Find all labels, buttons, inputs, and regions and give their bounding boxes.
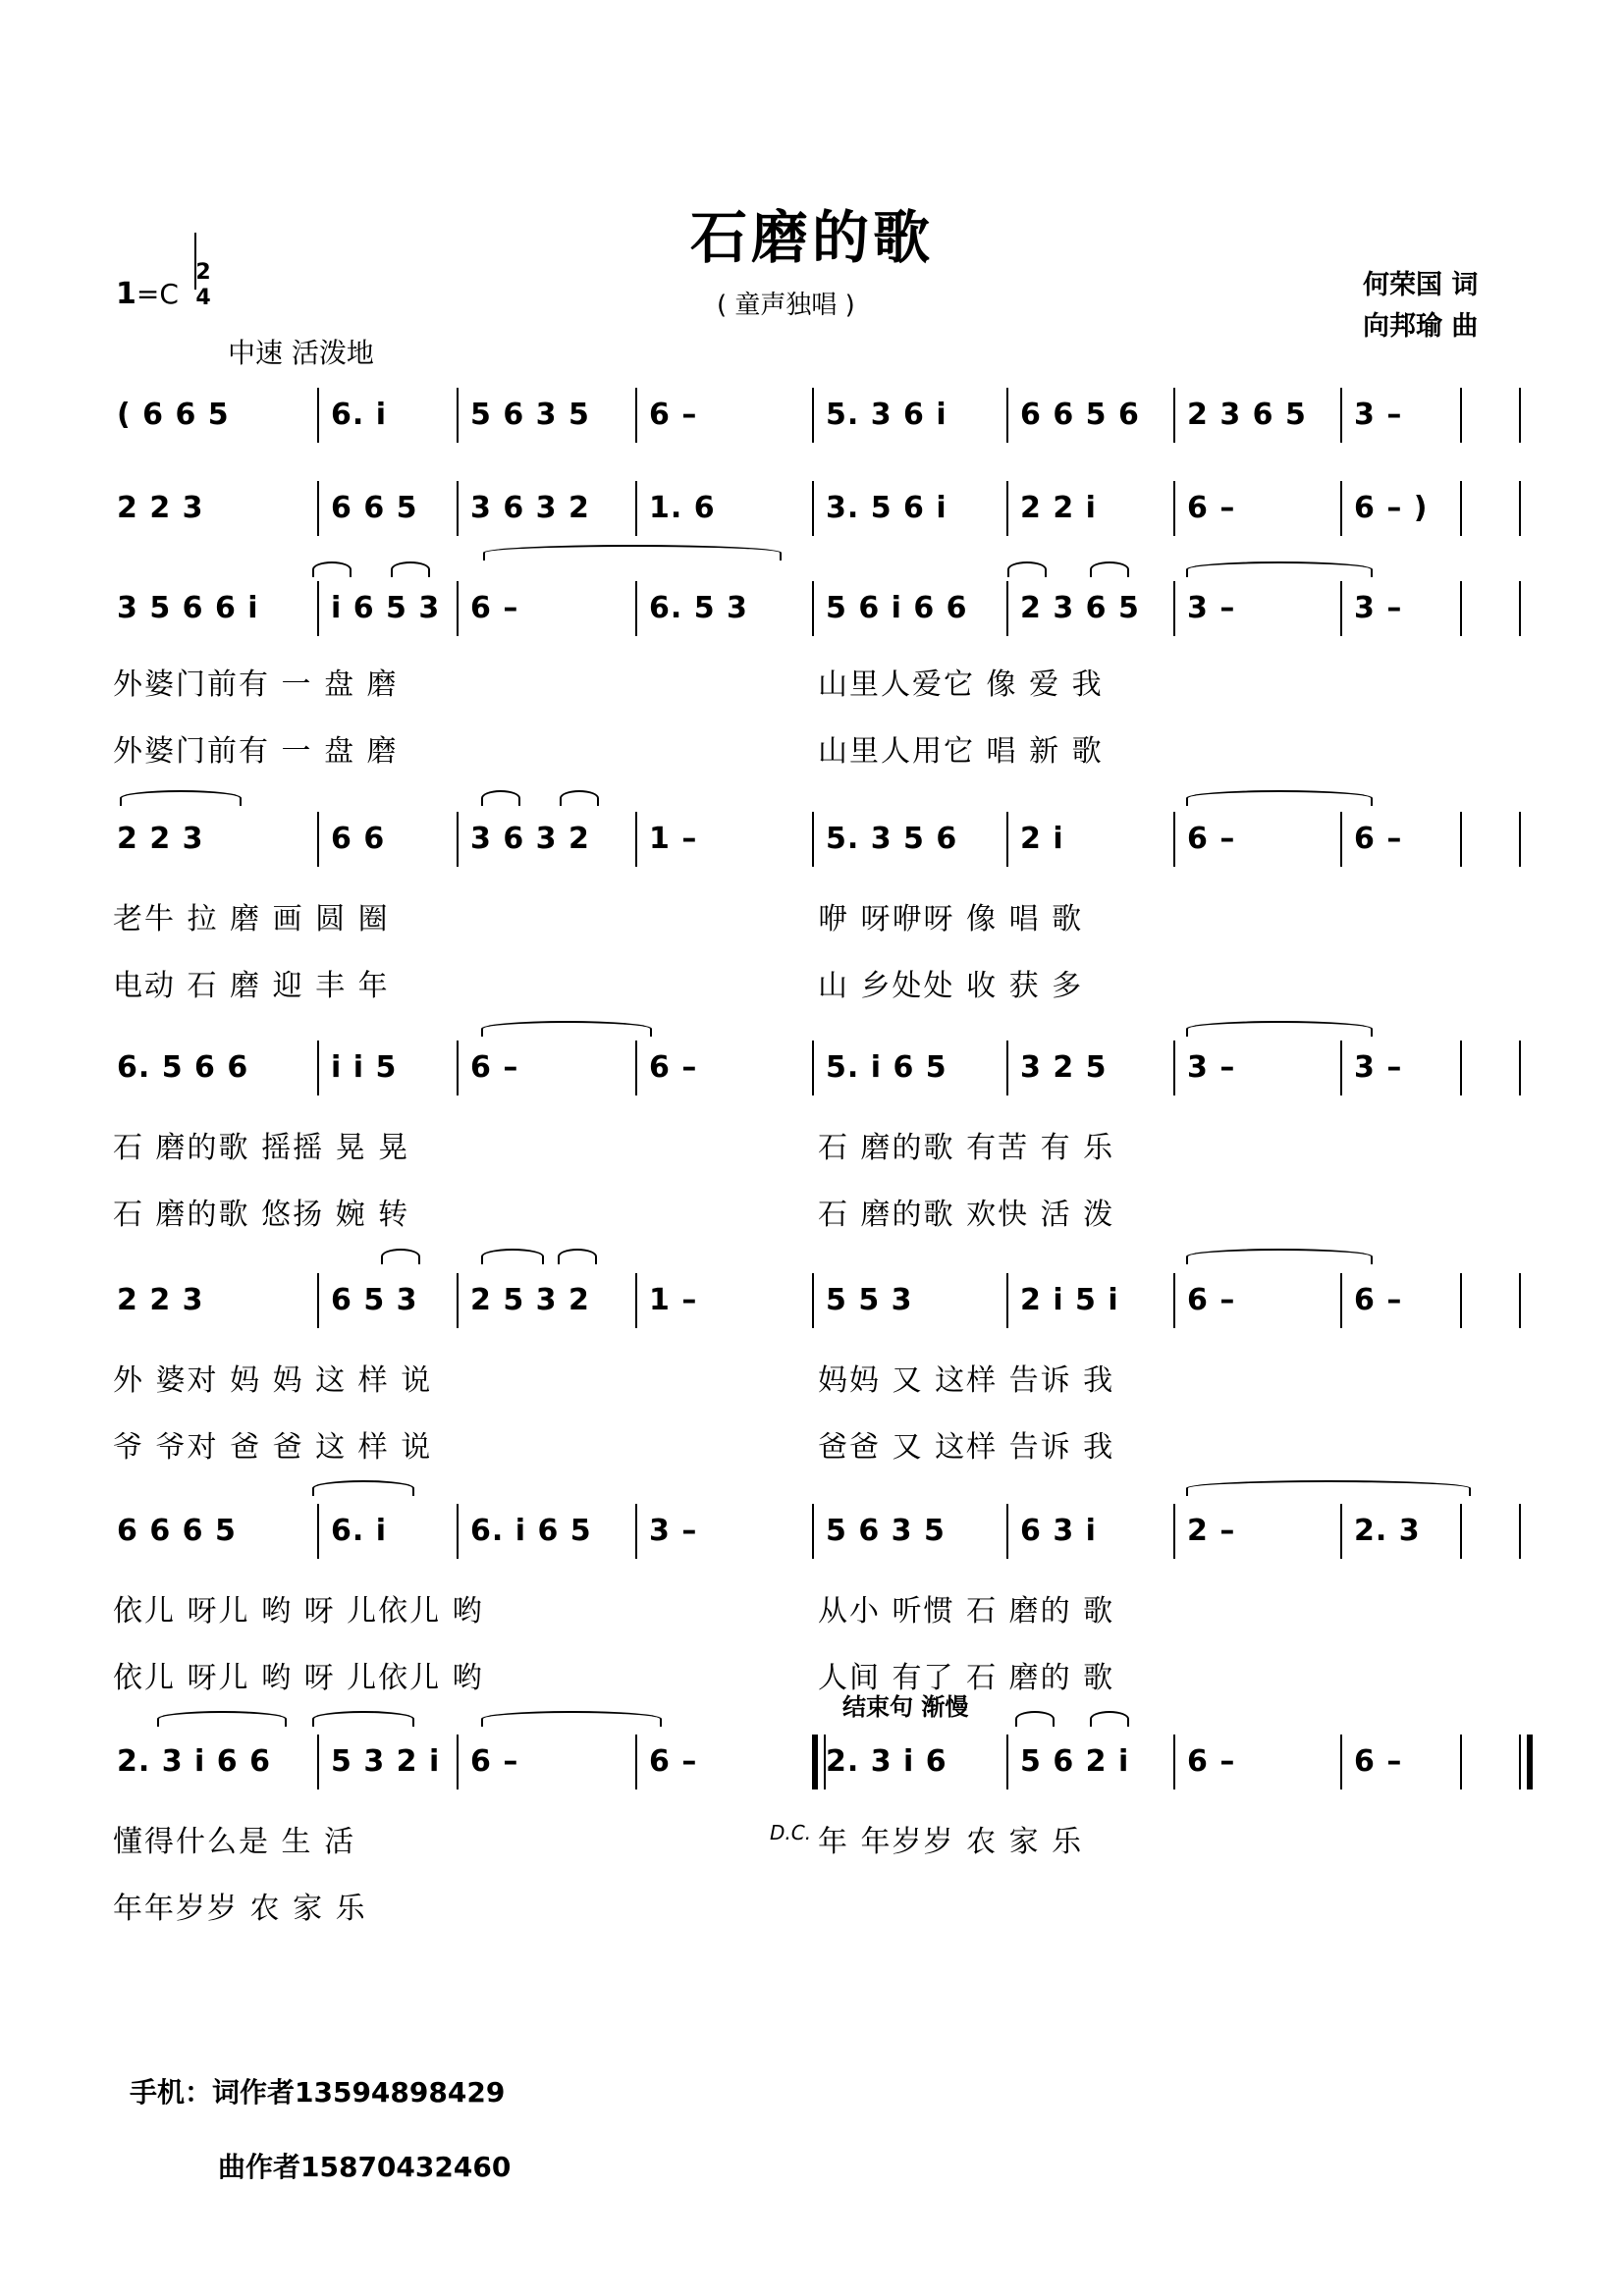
measure-notes: 2 2 3 <box>117 1283 204 1317</box>
measure-notes: i 6 5 3 <box>331 591 441 625</box>
slur-arc <box>1090 1711 1129 1727</box>
measure-notes: 2. 3 i 6 6 <box>117 1744 271 1779</box>
barline <box>1460 1504 1462 1559</box>
measure-notes: 3. 5 6 i <box>826 491 947 525</box>
barline <box>1460 388 1462 443</box>
measure-notes: 5 6 i 6 6 <box>826 591 968 625</box>
measure-notes: 5 6 3 5 <box>826 1514 946 1548</box>
barline <box>635 1041 637 1095</box>
measure-notes: 2 2 3 <box>117 822 204 856</box>
lyric-line: 老牛 拉 磨 画 圆 圈 <box>113 902 390 936</box>
barline <box>1519 812 1521 867</box>
slur-arc <box>1186 1249 1373 1264</box>
slur-arc <box>1186 1480 1471 1496</box>
barline <box>1340 388 1342 443</box>
barline <box>635 1273 637 1328</box>
measure-notes: 6 – <box>1354 822 1403 856</box>
slur-arc <box>560 790 599 806</box>
barline <box>457 388 459 443</box>
barline <box>457 581 459 636</box>
measure-notes: ( 6 6 5 <box>117 398 230 432</box>
barline <box>1006 1273 1008 1328</box>
lyric-line: 山 乡处处 收 获 多 <box>818 969 1084 1003</box>
slur-arc <box>120 790 242 806</box>
repeat-barline <box>812 1735 826 1789</box>
barline <box>812 1504 814 1559</box>
barline <box>1460 481 1462 536</box>
slur-arc <box>1090 561 1129 577</box>
measure-notes: 6. 5 6 6 <box>117 1050 249 1085</box>
lyric-line: 爷 爷对 爸 爸 这 样 说 <box>113 1430 433 1465</box>
barline <box>1340 1504 1342 1559</box>
measure-notes: 6. i <box>331 398 387 432</box>
barline <box>812 388 814 443</box>
lyric-line: 山里人用它 唱 新 歌 <box>818 734 1104 769</box>
measure-notes: 3 5 6 6 i <box>117 591 259 625</box>
barline <box>1173 581 1175 636</box>
measure-notes: 2 5 3 2 <box>470 1283 590 1317</box>
barline <box>1460 812 1462 867</box>
measure-notes: 6 – <box>649 1744 698 1779</box>
time-signature: 2 4 <box>192 260 214 311</box>
measure-notes: 2 2 3 <box>117 491 204 525</box>
measure-notes: 3 6 3 2 <box>470 822 590 856</box>
measure-notes: 1. 6 <box>649 491 716 525</box>
barline <box>317 1735 319 1789</box>
contact-line-2: 曲作者15870432460 <box>218 2151 512 2183</box>
measure-notes: 6 – <box>1354 1744 1403 1779</box>
measure-notes: 5 6 2 i <box>1020 1744 1130 1779</box>
measure-notes: i i 5 <box>331 1050 398 1085</box>
barline <box>1173 481 1175 536</box>
measure-notes: 6 – <box>470 1050 519 1085</box>
measure-notes: 6 – <box>470 591 519 625</box>
lyric-line: 石 磨的歌 摇摇 晃 晃 <box>113 1131 410 1165</box>
barline <box>635 812 637 867</box>
lyric-line: 电动 石 磨 迎 丰 年 <box>113 969 390 1003</box>
barline <box>635 481 637 536</box>
lyric-line: 年年岁岁 农 家 乐 <box>113 1892 367 1926</box>
lyric-line: 山里人爱它 像 爱 我 <box>818 667 1104 702</box>
lyric-line: 懂得什么是 生 活 <box>113 1825 356 1859</box>
slur-arc <box>391 561 430 577</box>
measure-notes: 3 6 3 2 <box>470 491 590 525</box>
barline <box>1340 812 1342 867</box>
barline <box>317 581 319 636</box>
barline <box>1173 1735 1175 1789</box>
barline <box>1340 1735 1342 1789</box>
barline <box>1006 1735 1008 1789</box>
measure-notes: 6 – <box>1187 1744 1236 1779</box>
lyricist-credit: 何荣国 词 <box>1363 270 1479 300</box>
barline <box>1173 1273 1175 1328</box>
barline <box>1340 581 1342 636</box>
barline <box>812 812 814 867</box>
measure-notes: 6 6 6 5 <box>117 1514 237 1548</box>
barline <box>1006 1504 1008 1559</box>
barline <box>812 481 814 536</box>
measure-notes: 2 3 6 5 <box>1187 398 1307 432</box>
measure-notes: 3 – <box>1187 591 1236 625</box>
barline <box>635 1735 637 1789</box>
barline <box>1340 481 1342 536</box>
barline <box>457 812 459 867</box>
measure-notes: 2 2 i <box>1020 491 1097 525</box>
measure-notes: 5 6 3 5 <box>470 398 590 432</box>
measure-notes: 2 3 6 5 <box>1020 591 1140 625</box>
slur-arc <box>312 1711 414 1727</box>
dc-marking: D.C. <box>770 1821 812 1844</box>
slur-arc <box>1186 790 1373 806</box>
lyric-line: 年 年岁岁 农 家 乐 <box>818 1825 1084 1859</box>
measure-notes: 6 – <box>1187 1283 1236 1317</box>
measure-notes: 5 5 3 <box>826 1283 913 1317</box>
barline <box>1006 581 1008 636</box>
barline <box>317 388 319 443</box>
slur-arc <box>157 1711 287 1727</box>
measure-notes: 6 6 5 <box>331 491 418 525</box>
measure-notes: 6 – ) <box>1354 491 1429 525</box>
barline <box>1519 388 1521 443</box>
barline <box>317 812 319 867</box>
barline <box>1006 1041 1008 1095</box>
measure-notes: 3 – <box>1187 1050 1236 1085</box>
lyric-line: 依儿 呀儿 哟 呀 儿依儿 哟 <box>113 1594 484 1629</box>
measure-notes: 5 3 2 i <box>331 1744 441 1779</box>
measure-notes: 2. 3 i 6 <box>826 1744 947 1779</box>
lyric-line: 外婆门前有 一 盘 磨 <box>113 734 399 769</box>
measure-notes: 6 – <box>649 1050 698 1085</box>
measure-notes: 6. i <box>331 1514 387 1548</box>
barline <box>1519 481 1521 536</box>
lyric-line: 石 磨的歌 悠扬 婉 转 <box>113 1198 410 1232</box>
slur-arc <box>558 1249 597 1264</box>
tempo-annotation: 结束句 渐慢 <box>842 1693 969 1721</box>
barline <box>1519 1273 1521 1328</box>
barline <box>1173 388 1175 443</box>
measure-notes: 5. 3 5 6 <box>826 822 958 856</box>
contact-line-1: 手机：词作者13594898429 <box>130 2076 506 2109</box>
slur-arc <box>312 561 352 577</box>
slur-arc <box>481 1021 652 1037</box>
barline <box>457 1273 459 1328</box>
lyric-line: 外婆门前有 一 盘 磨 <box>113 667 399 702</box>
slur-arc <box>481 1249 544 1264</box>
slur-arc <box>1015 1711 1055 1727</box>
barline <box>812 1273 814 1328</box>
slur-arc <box>1007 561 1047 577</box>
measure-notes: 5. i 6 5 <box>826 1050 947 1085</box>
barline <box>812 581 814 636</box>
barline <box>457 1504 459 1559</box>
barline <box>1340 1041 1342 1095</box>
measure-notes: 3 2 5 <box>1020 1050 1108 1085</box>
slur-arc <box>1186 1021 1373 1037</box>
barline <box>1006 812 1008 867</box>
measure-notes: 6 – <box>470 1744 519 1779</box>
measure-notes: 2 – <box>1187 1514 1236 1548</box>
slur-arc <box>1186 561 1373 577</box>
lyric-line: 外 婆对 妈 妈 这 样 说 <box>113 1363 433 1398</box>
measure-notes: 5. 3 6 i <box>826 398 947 432</box>
measure-notes: 6. i 6 5 <box>470 1514 592 1548</box>
measure-notes: 2 i 5 i <box>1020 1283 1119 1317</box>
barline <box>1460 581 1462 636</box>
measure-notes: 6 – <box>649 398 698 432</box>
barline <box>812 1041 814 1095</box>
barline <box>1173 812 1175 867</box>
tempo-marking: 中速 活泼地 <box>228 337 374 369</box>
measure-notes: 6 5 3 <box>331 1283 418 1317</box>
barline <box>1460 1273 1462 1328</box>
measure-notes: 6 6 5 6 <box>1020 398 1140 432</box>
key-signature: 1=C <box>116 277 179 311</box>
barline <box>457 1735 459 1789</box>
barline <box>1340 1273 1342 1328</box>
barline <box>1173 1504 1175 1559</box>
measure-notes: 3 – <box>1354 591 1403 625</box>
measure-notes: 6 6 <box>331 822 386 856</box>
lyric-line: 人间 有了 石 磨的 歌 <box>818 1661 1115 1695</box>
lyric-line: 爸爸 又 这样 告诉 我 <box>818 1430 1115 1465</box>
slur-arc <box>481 1711 662 1727</box>
lyric-line: 石 磨的歌 欢快 活 泼 <box>818 1198 1115 1232</box>
slur-arc <box>483 545 782 561</box>
song-title: 石磨的歌 <box>689 204 934 271</box>
lyric-line: 石 磨的歌 有苦 有 乐 <box>818 1131 1115 1165</box>
lyric-line: 依儿 呀儿 哟 呀 儿依儿 哟 <box>113 1661 484 1695</box>
barline <box>457 481 459 536</box>
measure-notes: 1 – <box>649 822 698 856</box>
measure-notes: 6 – <box>1354 1283 1403 1317</box>
barline <box>317 1504 319 1559</box>
lyric-line: 咿 呀咿呀 像 唱 歌 <box>818 902 1084 936</box>
measure-notes: 6. 5 3 <box>649 591 748 625</box>
measure-notes: 2. 3 <box>1354 1514 1421 1548</box>
measure-notes: 2 i <box>1020 822 1064 856</box>
lyric-line: 从小 听惯 石 磨的 歌 <box>818 1594 1115 1629</box>
barline <box>317 481 319 536</box>
lyric-line: 妈妈 又 这样 告诉 我 <box>818 1363 1115 1398</box>
measure-notes: 3 – <box>1354 1050 1403 1085</box>
composer-credit: 向邦瑜 曲 <box>1363 311 1479 342</box>
measure-notes: 1 – <box>649 1283 698 1317</box>
barline <box>1519 1504 1521 1559</box>
barline <box>635 581 637 636</box>
barline <box>457 1041 459 1095</box>
subtitle: ( 童声独唱 ) <box>717 291 855 320</box>
barline <box>1460 1041 1462 1095</box>
barline <box>1006 388 1008 443</box>
barline <box>1519 1041 1521 1095</box>
barline <box>1173 1041 1175 1095</box>
barline <box>1460 1735 1462 1789</box>
measure-notes: 6 – <box>1187 822 1236 856</box>
slur-arc <box>481 790 520 806</box>
barline <box>1519 1735 1533 1789</box>
barline <box>317 1041 319 1095</box>
barline <box>1519 581 1521 636</box>
slur-arc <box>381 1249 420 1264</box>
barline <box>317 1273 319 1328</box>
barline <box>1006 481 1008 536</box>
measure-notes: 6 3 i <box>1020 1514 1097 1548</box>
measure-notes: 6 – <box>1187 491 1236 525</box>
barline <box>635 388 637 443</box>
barline <box>635 1504 637 1559</box>
measure-notes: 3 – <box>649 1514 698 1548</box>
slur-arc <box>312 1480 414 1496</box>
measure-notes: 3 – <box>1354 398 1403 432</box>
